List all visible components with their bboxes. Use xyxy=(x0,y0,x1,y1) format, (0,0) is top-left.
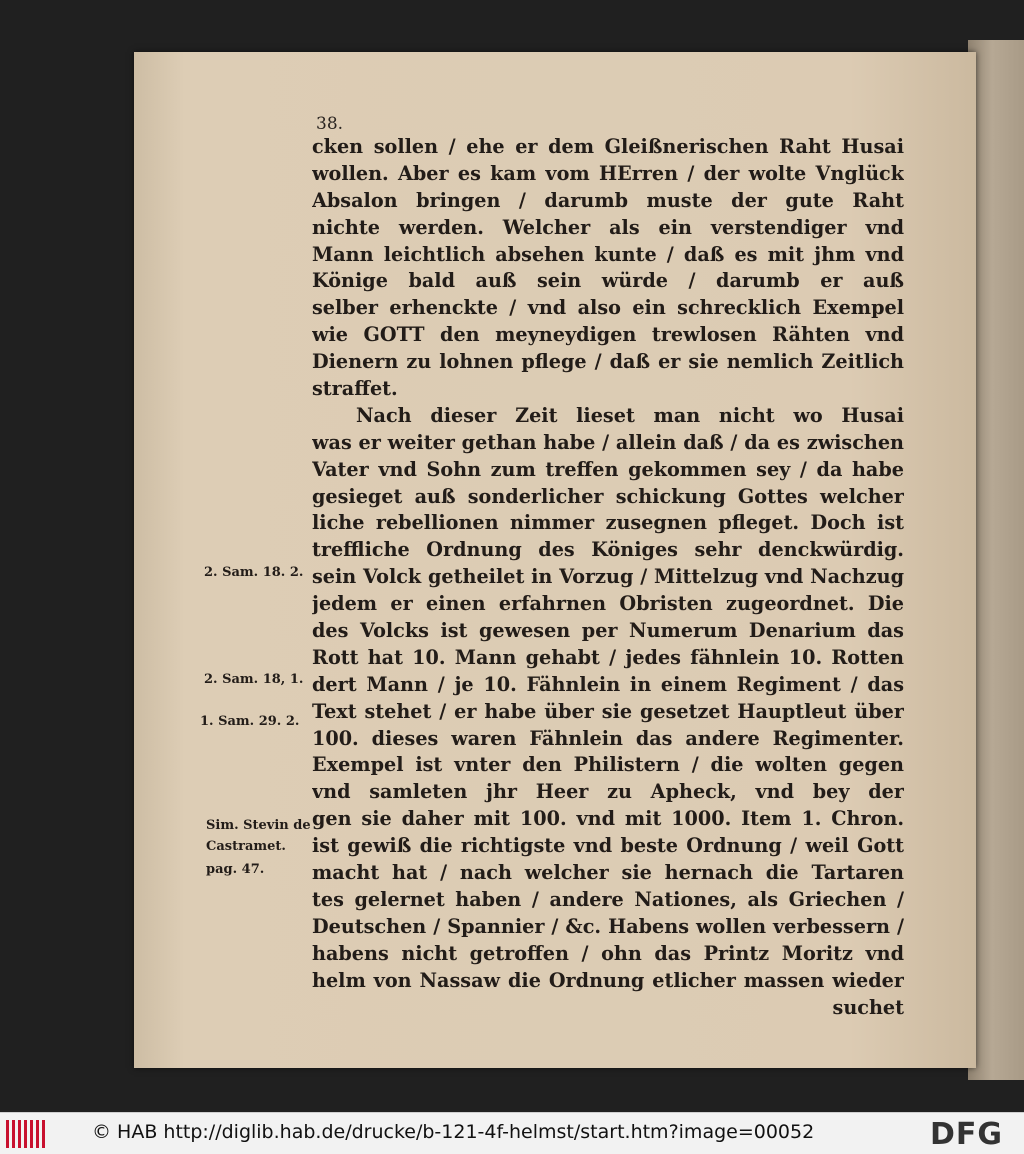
hab-logo-icon xyxy=(6,1120,46,1148)
marginal-note: 2. Sam. 18, 1. xyxy=(204,672,304,687)
text-line: treffliche Ordnung des Königes sehr denckwürdig. xyxy=(312,538,904,562)
text-line: Rott hat 10. Mann gehabt / jedes fähnlein 10. Rotten xyxy=(312,645,904,669)
text-line: Vater vnd Sohn zum treffen gekommen sey / da habe xyxy=(312,457,904,481)
adjacent-page-edge xyxy=(968,40,1024,1080)
page-body-text xyxy=(312,134,904,1021)
permalink-text[interactable]: © HAB http://diglib.hab.de/drucke/b-121-4f-helmst/start.htm?image=00052 xyxy=(92,1121,815,1143)
marginal-note: 2. Sam. 18. 2. xyxy=(204,565,304,580)
text-line: nichte werden. Welcher als ein verstendiger vnd xyxy=(312,215,904,239)
text-line: Mann leichtlich absehen kunte / daß es mit jhm vnd xyxy=(312,242,904,266)
text-line: cken sollen / ehe er dem Gleißnerischen Raht Husai xyxy=(312,135,904,158)
text-line: selber erhenckte / vnd also ein schrecklich Exempel xyxy=(312,296,904,320)
text-line: Könige bald auß sein würde / darumb er auß xyxy=(312,269,904,293)
marginal-note: Castramet. xyxy=(206,839,286,854)
text-line: Deutschen / Spannier / &c. Habens wollen verbessern / xyxy=(312,914,904,938)
catchword: suchet xyxy=(832,995,904,1019)
marginal-note: 1. Sam. 29. 2. xyxy=(200,714,300,729)
text-line: liche rebellionen nimmer zusegnen pfleget. Doch ist xyxy=(312,511,904,535)
text-line: Nach dieser Zeit lieset man nicht wo Husai xyxy=(356,403,904,427)
text-line: des Volcks ist gewesen per Numerum Denarium das xyxy=(312,619,904,643)
marginal-note: Sim. Stevin de xyxy=(206,818,311,833)
text-line: sein Volck getheilet in Vorzug / Mittelzug vnd Nachzug xyxy=(312,565,904,589)
text-line: 100. dieses waren Fähnlein das andere Regimenter. xyxy=(312,726,904,750)
text-line: straffet. xyxy=(312,377,398,401)
text-line: macht hat / nach welcher sie hernach die Tartaren xyxy=(312,861,904,885)
text-line: Text stehet / er habe über sie gesetzet Hauptleut über xyxy=(312,699,904,723)
text-line: jedem er einen erfahrnen Obristen zugeordnet. Die xyxy=(312,592,904,616)
marginal-note: pag. 47. xyxy=(206,862,265,877)
text-line: Absalon bringen / darumb muste der gute Raht xyxy=(312,188,904,212)
text-line: Exempel ist vnter den Philistern / die wolten gegen xyxy=(312,753,904,777)
text-line: habens nicht getroffen / ohn das Printz Moritz vnd xyxy=(312,941,904,965)
text-line: dert Mann / je 10. Fähnlein in einem Regiment / das xyxy=(312,672,904,696)
text-line: gen sie daher mit 100. vnd mit 1000. Item 1. Chron. xyxy=(312,807,904,831)
text-line: helm von Nassaw die Ordnung etlicher massen wieder xyxy=(312,968,904,992)
text-line: gesieget auß sonderlicher schickung Gottes welcher xyxy=(312,484,904,508)
footer-bar xyxy=(0,1112,1024,1154)
text-line: Dienern zu lohnen pflege / daß er sie nemlich Zeitlich xyxy=(312,350,904,374)
page-number: 38. xyxy=(316,114,344,134)
text-line: tes gelernet haben / andere Nationes, als Griechen / xyxy=(312,887,904,911)
text-line: wie GOTT den meyneydigen trewlosen Rähten vnd xyxy=(312,323,904,347)
text-line: was er weiter gethan habe / allein daß / da es zwischen xyxy=(312,430,904,454)
text-line: ist gewiß die richtigste vnd beste Ordnung / weil Gott xyxy=(312,834,904,858)
text-line: vnd samleten jhr Heer zu Apheck, vnd bey der xyxy=(312,780,904,804)
dfg-logo: DFG xyxy=(930,1117,1004,1152)
text-line: wollen. Aber es kam vom HErren / der wolte Vnglück xyxy=(312,161,904,185)
